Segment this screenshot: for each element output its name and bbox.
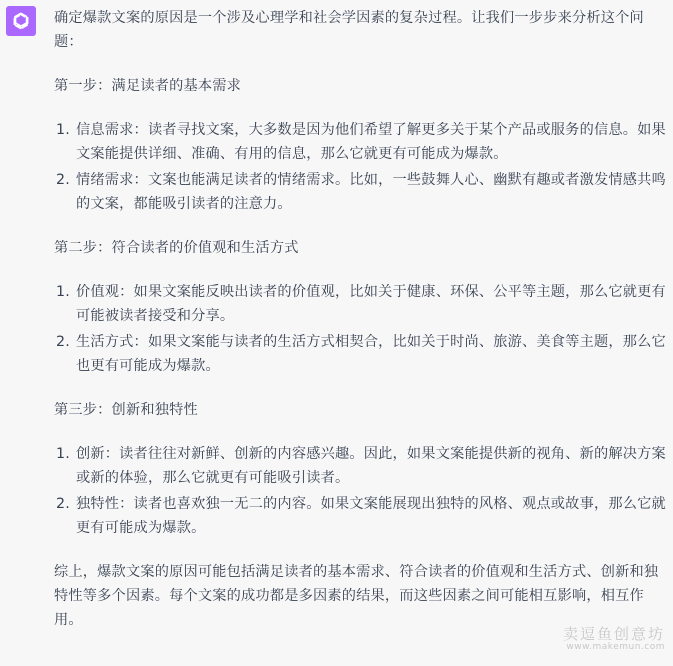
step-1-heading: 第一步：满足读者的基本需求 [54, 78, 242, 94]
list-text: 创新：读者往往对新鲜、创新的内容感兴趣。因此，如果文案能提供新的视角、新的解决方案或新的体验，那么它就更有可能吸引读者。 [76, 446, 666, 486]
watermark-url: www.makemun.com [566, 642, 665, 652]
list-text: 独特性：读者也喜欢独一无二的内容。如果文案能展现出独特的风格、观点或故事，那么它就更有可能成为爆款。 [76, 496, 666, 536]
list-item [54, 280, 666, 328]
openai-logo-icon [10, 10, 32, 32]
list-number: 2. [56, 496, 70, 512]
list-item [54, 118, 666, 166]
step-3-heading: 第三步：创新和独特性 [54, 402, 198, 418]
list-number: 1. [56, 122, 70, 138]
list-text: 生活方式：如果文案能与读者的生活方式相契合，比如关于时尚、旅游、美食等主题，那么它也更有可能成为爆款。 [76, 334, 666, 374]
assistant-avatar [6, 6, 36, 36]
list-text: 信息需求：读者寻找文案，大多数是因为他们希望了解更多关于某个产品或服务的信息。如果文案能提供详细、准确、有用的信息，那么它就更有可能成为爆款。 [76, 122, 666, 162]
list-item [54, 330, 666, 378]
list-number: 1. [56, 284, 70, 300]
list-item [54, 442, 666, 490]
message-content [54, 6, 666, 632]
step-2-heading: 第二步：符合读者的价值观和生活方式 [54, 240, 299, 256]
list-item [54, 168, 666, 216]
list-item [54, 492, 666, 540]
list-number: 1. [56, 446, 70, 462]
list-number: 2. [56, 172, 70, 188]
intro-paragraph: 确定爆款文案的原因是一个涉及心理学和社会学因素的复杂过程。让我们一步步来分析这个问题： [54, 10, 644, 50]
list-number: 2. [56, 334, 70, 350]
step-1-list [54, 118, 666, 216]
list-text: 情绪需求：文案也能满足读者的情绪需求。比如，一些鼓舞人心、幽默有趣或者激发情感共鸣的文案，都能吸引读者的注意力。 [76, 172, 666, 212]
list-text: 价值观：如果文案能反映出读者的价值观，比如关于健康、环保、公平等主题，那么它就更有可能被读者接受和分享。 [76, 284, 666, 324]
step-2-list [54, 280, 666, 378]
watermark-title: 卖逗鱼创意坊 [562, 625, 665, 643]
step-3-list [54, 442, 666, 540]
conclusion-paragraph: 综上，爆款文案的原因可能包括满足读者的基本需求、符合读者的价值观和生活方式、创新和独特性等多个因素。每个文案的成功都是多因素的结果，而这些因素之间可能相互影响，相互作用。 [54, 564, 659, 628]
